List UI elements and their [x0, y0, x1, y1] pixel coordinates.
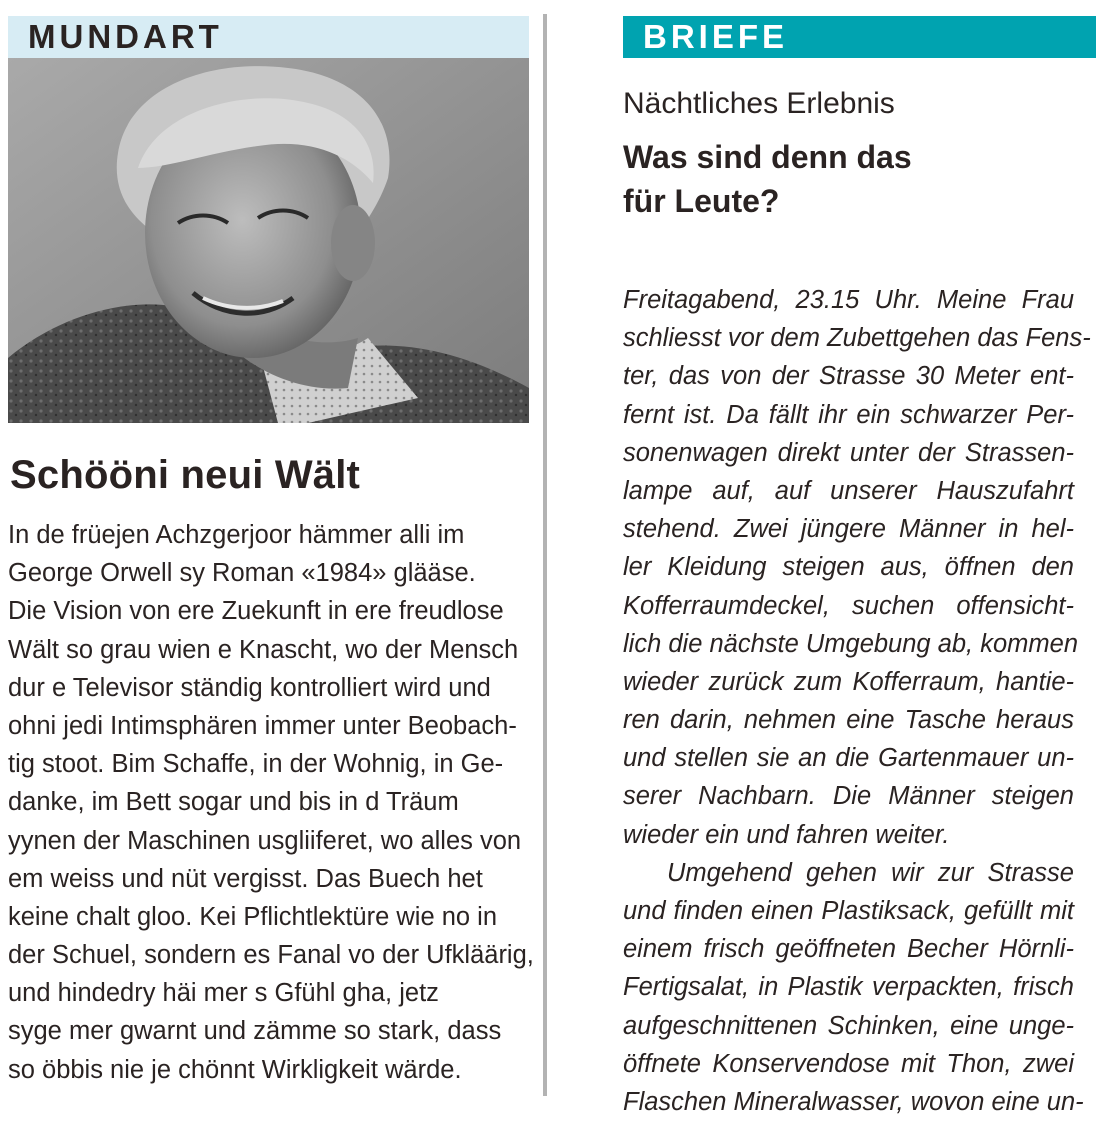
- letter-body: [623, 281, 1091, 1121]
- letter-headline-line: für Leute?: [623, 183, 780, 219]
- letter-line: Fertigsalat, in Plastik verpackten, frisch: [623, 973, 1074, 1002]
- article-headline: Schööni neui Wält: [10, 453, 361, 497]
- section-label-mundart: MUNDART: [8, 16, 529, 58]
- letter-line: wieder ein und fahren weiter.: [623, 820, 950, 849]
- letter-line: wieder zurück zum Kofferraum, hantie-: [623, 667, 1074, 696]
- body-line: Die Vision von ere Zuekunft in ere freudlose: [8, 597, 504, 626]
- letter-line: ler Kleidung steigen aus, öffnen den: [623, 553, 1074, 582]
- letter-line: stehend. Zwei jüngere Männer in hel-: [623, 515, 1074, 544]
- body-line: dur e Televisor ständig kontrolliert wird und: [8, 673, 491, 702]
- letter-line: fernt ist. Da fällt ihr ein schwarzer Per-: [623, 400, 1074, 429]
- letter-line: Freitagabend, 23.15 Uhr. Meine Frau: [623, 286, 1074, 314]
- letter-line: schliesst vor dem Zubettgehen das Fens-: [623, 324, 1091, 353]
- body-line: keine chalt gloo. Kei Pflichtlektüre wie no in: [8, 902, 498, 931]
- body-line: der Schuel, sondern es Fanal vo der Ufkläärig,: [8, 941, 534, 970]
- letter-line: Kofferraumdeckel, suchen offensicht-: [623, 591, 1074, 620]
- body-line: syge mer gwarnt und zämme so stark, dass: [8, 1017, 502, 1046]
- letter-headline: [623, 135, 1096, 223]
- body-line: em weiss und nüt vergisst. Das Buech het: [8, 864, 483, 893]
- body-line: yynen der Maschinen usgliiferet, wo alles von: [8, 826, 522, 855]
- briefe-column: [623, 16, 1096, 1121]
- letter-line: Flaschen Mineralwasser, wovon eine un-: [623, 1087, 1084, 1116]
- body-line: danke, im Bett sogar und bis in d Träum: [8, 788, 459, 817]
- letter-line: lampe auf, auf unserer Hauszufahrt: [623, 476, 1074, 505]
- letter-line: öffnete Konservendose mit Thon, zwei: [623, 1049, 1074, 1078]
- letter-line: serer Nachbarn. Die Männer steigen: [623, 782, 1074, 811]
- body-line: ohni jedi Intimsphären immer unter Beobach-: [8, 711, 517, 740]
- letter-line: aufgeschnittenen Schinken, eine unge-: [623, 1011, 1074, 1040]
- letter-line: ren darin, nehmen eine Tasche heraus: [623, 706, 1074, 735]
- letter-line: sonenwagen direkt unter der Strassen-: [623, 438, 1074, 467]
- letter-headline-line: Was sind denn das: [623, 139, 912, 175]
- body-line: so öbbis nie je chönnt Wirkligkeit wärde.: [8, 1055, 462, 1084]
- letter-line: ter, das von der Strasse 30 Meter ent-: [623, 362, 1074, 391]
- column-divider: [543, 14, 547, 1096]
- letter-line: Umgehend gehen wir zur Strasse: [667, 858, 1074, 887]
- letter-line: einem frisch geöffneten Becher Hörnli-: [623, 935, 1074, 964]
- letter-line: lich die nächste Umgebung ab, kommen: [623, 629, 1079, 658]
- body-line: Wält so grau wien e Knascht, wo der Mensch: [8, 635, 519, 664]
- body-line: George Orwell sy Roman «1984» glääse.: [8, 559, 476, 588]
- body-line: und hindedry häi mer s Gfühl gha, jetz: [8, 979, 439, 1008]
- section-label-briefe: BRIEFE: [623, 16, 1096, 58]
- letter-kicker: Nächtliches Erlebnis: [623, 87, 895, 120]
- mundart-column: [8, 16, 534, 1089]
- body-line: tig stoot. Bim Schaffe, in der Wohnig, in Ge-: [8, 750, 504, 779]
- letter-line: und finden einen Plastiksack, gefüllt mit: [623, 897, 1074, 925]
- author-portrait-photo: [8, 58, 529, 423]
- body-line: In de früejen Achzgerjoor hämmer alli im: [8, 521, 465, 549]
- letter-line: und stellen sie an die Gartenmauer un-: [623, 744, 1074, 773]
- article-body: [8, 516, 534, 1089]
